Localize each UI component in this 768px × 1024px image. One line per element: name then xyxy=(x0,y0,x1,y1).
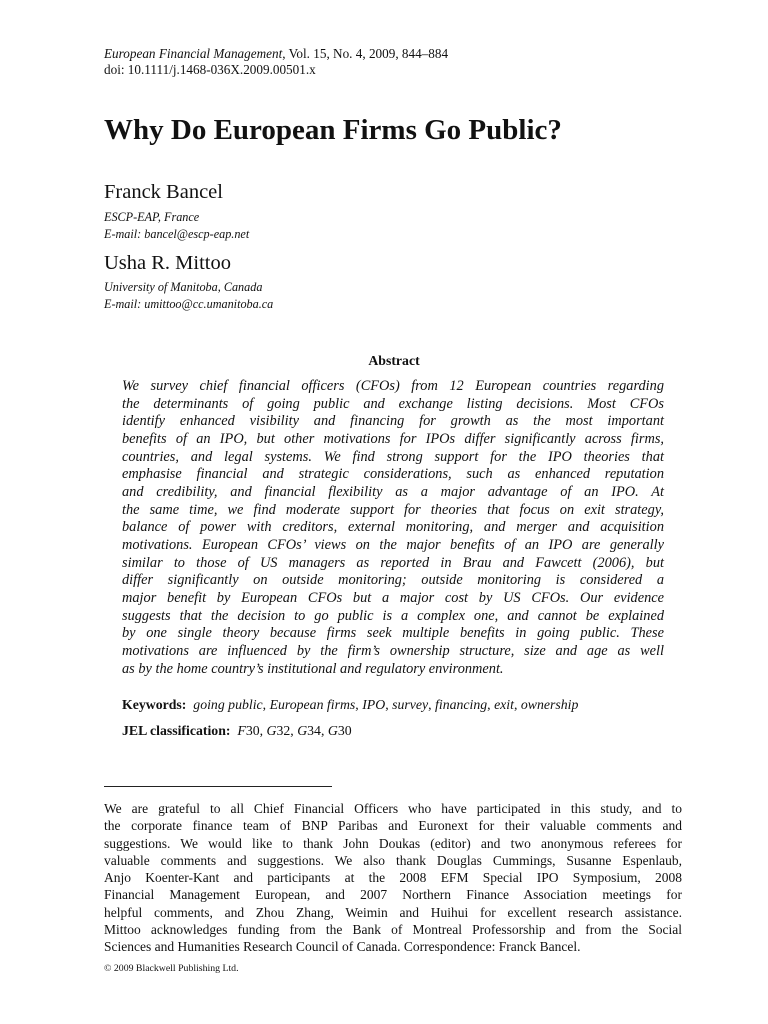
abstract-heading: Abstract xyxy=(368,353,420,368)
footnote-line: Financial Management European, and 2007 Northern Finance Association meetings for xyxy=(104,887,682,903)
abstract-line: motivations. European CFOs’ views on the major benefits of an IPO are generally xyxy=(122,536,664,553)
keyword-separator: , xyxy=(355,697,363,712)
jel-code-number: 30 xyxy=(245,723,260,738)
abstract-line: benefits of an IPO, but other motivations for IPOs differ significantly across firms, xyxy=(122,430,664,447)
footnote-rule xyxy=(104,786,332,787)
keyword-separator: , xyxy=(428,697,436,712)
copyright-notice: © 2009 Blackwell Publishing Ltd. xyxy=(104,963,239,974)
abstract-line: countries, and legal systems. We find strong support for the IPO theories that xyxy=(122,448,664,465)
author-affiliation: University of Manitoba, Canada xyxy=(104,280,263,294)
jel-classification xyxy=(122,722,352,739)
keyword-separator: , xyxy=(262,697,270,712)
abstract-line: the same time, we find moderate support for theories that focus on exit strategy, xyxy=(122,501,664,518)
keyword: European firms xyxy=(269,697,356,712)
abstract-line: by one single theory because firms seek multiple benefits in going public. These xyxy=(122,625,664,642)
abstract-line: identify enhanced visibility and financing for growth as the most important xyxy=(122,413,664,430)
jel-code-number: 30 xyxy=(337,723,352,738)
abstract-line: major benefit by European CFOs but a major cost by US CFOs. Our evidence xyxy=(122,589,664,606)
journal-citation xyxy=(104,46,448,78)
paper-title: Why Do European Firms Go Public? xyxy=(104,114,562,146)
abstract-line: as by the home country’s institutional and regulatory environment. xyxy=(122,660,504,677)
author-name: Usha R. Mittoo xyxy=(104,252,231,274)
footnote-line: We are grateful to all Chief Financial Officers who have participated in this study, and to xyxy=(104,801,682,816)
keyword-separator: , xyxy=(513,697,521,712)
acknowledgement-footnote xyxy=(104,800,682,956)
keyword: survey xyxy=(392,697,429,712)
keyword-separator: , xyxy=(487,697,495,712)
footnote-line: Anjo Koenter-Kant and participants at the 2008 EFM Special IPO Symposium, 2008 xyxy=(104,870,682,886)
footnote-line: helpful comments, and Zhou Zhang, Weimin and Huihui for excellent research assistance. xyxy=(104,904,682,920)
footnote-line: the corporate finance team of BNP Paribas and Euronext for their valuable comments and xyxy=(104,818,682,834)
jel-code-number: 32 xyxy=(276,723,291,738)
author-affiliation: ESCP-EAP, France xyxy=(104,210,200,224)
jel-code-letter: F xyxy=(237,723,246,738)
jel-codes: F30, G32, G34, G30 xyxy=(237,723,352,738)
abstract-line: differ significantly on outside monitoring; outside monitoring is considered a xyxy=(122,572,664,589)
jel-code xyxy=(267,723,291,738)
keyword: exit xyxy=(494,697,514,712)
keyword: ownership xyxy=(520,697,579,712)
abstract-line: balance of power with creditors, external monitoring, and merger and acquisition xyxy=(122,519,664,536)
keywords-label: Keywords: xyxy=(122,697,187,712)
jel-code xyxy=(297,723,321,738)
author-email: E-mail: bancel@escp-eap.net xyxy=(104,227,250,241)
journal-name: European Financial Management xyxy=(104,46,283,61)
journal-details: , Vol. 15, No. 4, 2009, 844–884 xyxy=(282,46,449,61)
keyword: IPO xyxy=(362,697,386,712)
abstract-line: and credibility, and financial flexibility as a major advantage of an IPO. At xyxy=(122,483,664,500)
jel-code xyxy=(328,723,352,738)
abstract-line: motivations are influenced by the firm’s ownership structure, size and age as well xyxy=(122,642,664,659)
author-name: Franck Bancel xyxy=(104,181,223,203)
jel-code xyxy=(237,723,259,738)
jel-code-letter: G xyxy=(327,723,338,738)
footnote-line: Mittoo acknowledges funding from the Bank of Montreal Professorship and from the Social xyxy=(104,922,682,938)
keyword-separator: , xyxy=(385,697,393,712)
jel-label: JEL classification: xyxy=(122,723,231,738)
keyword: going public xyxy=(193,697,263,712)
keyword: financing xyxy=(435,697,488,712)
abstract-line: the determinants of going public and exchange listing decisions. Most CFOs xyxy=(122,395,664,412)
abstract-line: emphasise financial and strategic considerations, such as enhanced reputation xyxy=(122,466,664,483)
footnote-line: valuable comments and suggestions. We also thank Douglas Cummings, Susanne Espenlaub, xyxy=(104,852,682,868)
abstract-line: suggests that the decision to go public is a complex one, and cannot be explained xyxy=(122,607,664,624)
journal-citation-line xyxy=(104,46,448,62)
jel-code-letter: G xyxy=(266,723,277,738)
author-email: E-mail: umittoo@cc.umanitoba.ca xyxy=(104,297,274,311)
doi: doi: 10.1111/j.1468-036X.2009.00501.x xyxy=(104,62,316,77)
keywords xyxy=(122,696,578,713)
jel-code-letter: G xyxy=(297,723,308,738)
abstract-text xyxy=(122,378,664,678)
jel-code-number: 34 xyxy=(307,723,321,738)
keywords-list xyxy=(193,697,578,712)
footnote-line: suggestions. We would like to thank John Doukas (editor) and two anonymous referees for xyxy=(104,835,682,851)
abstract-line: similar to those of US managers as reported in Brau and Fawcett (2006), but xyxy=(122,554,664,571)
footnote-line: Sciences and Humanities Research Council of Canada. Correspondence: Franck Bancel. xyxy=(104,939,581,955)
abstract-line: We survey chief financial officers (CFOs) from 12 European countries regarding xyxy=(122,378,664,394)
